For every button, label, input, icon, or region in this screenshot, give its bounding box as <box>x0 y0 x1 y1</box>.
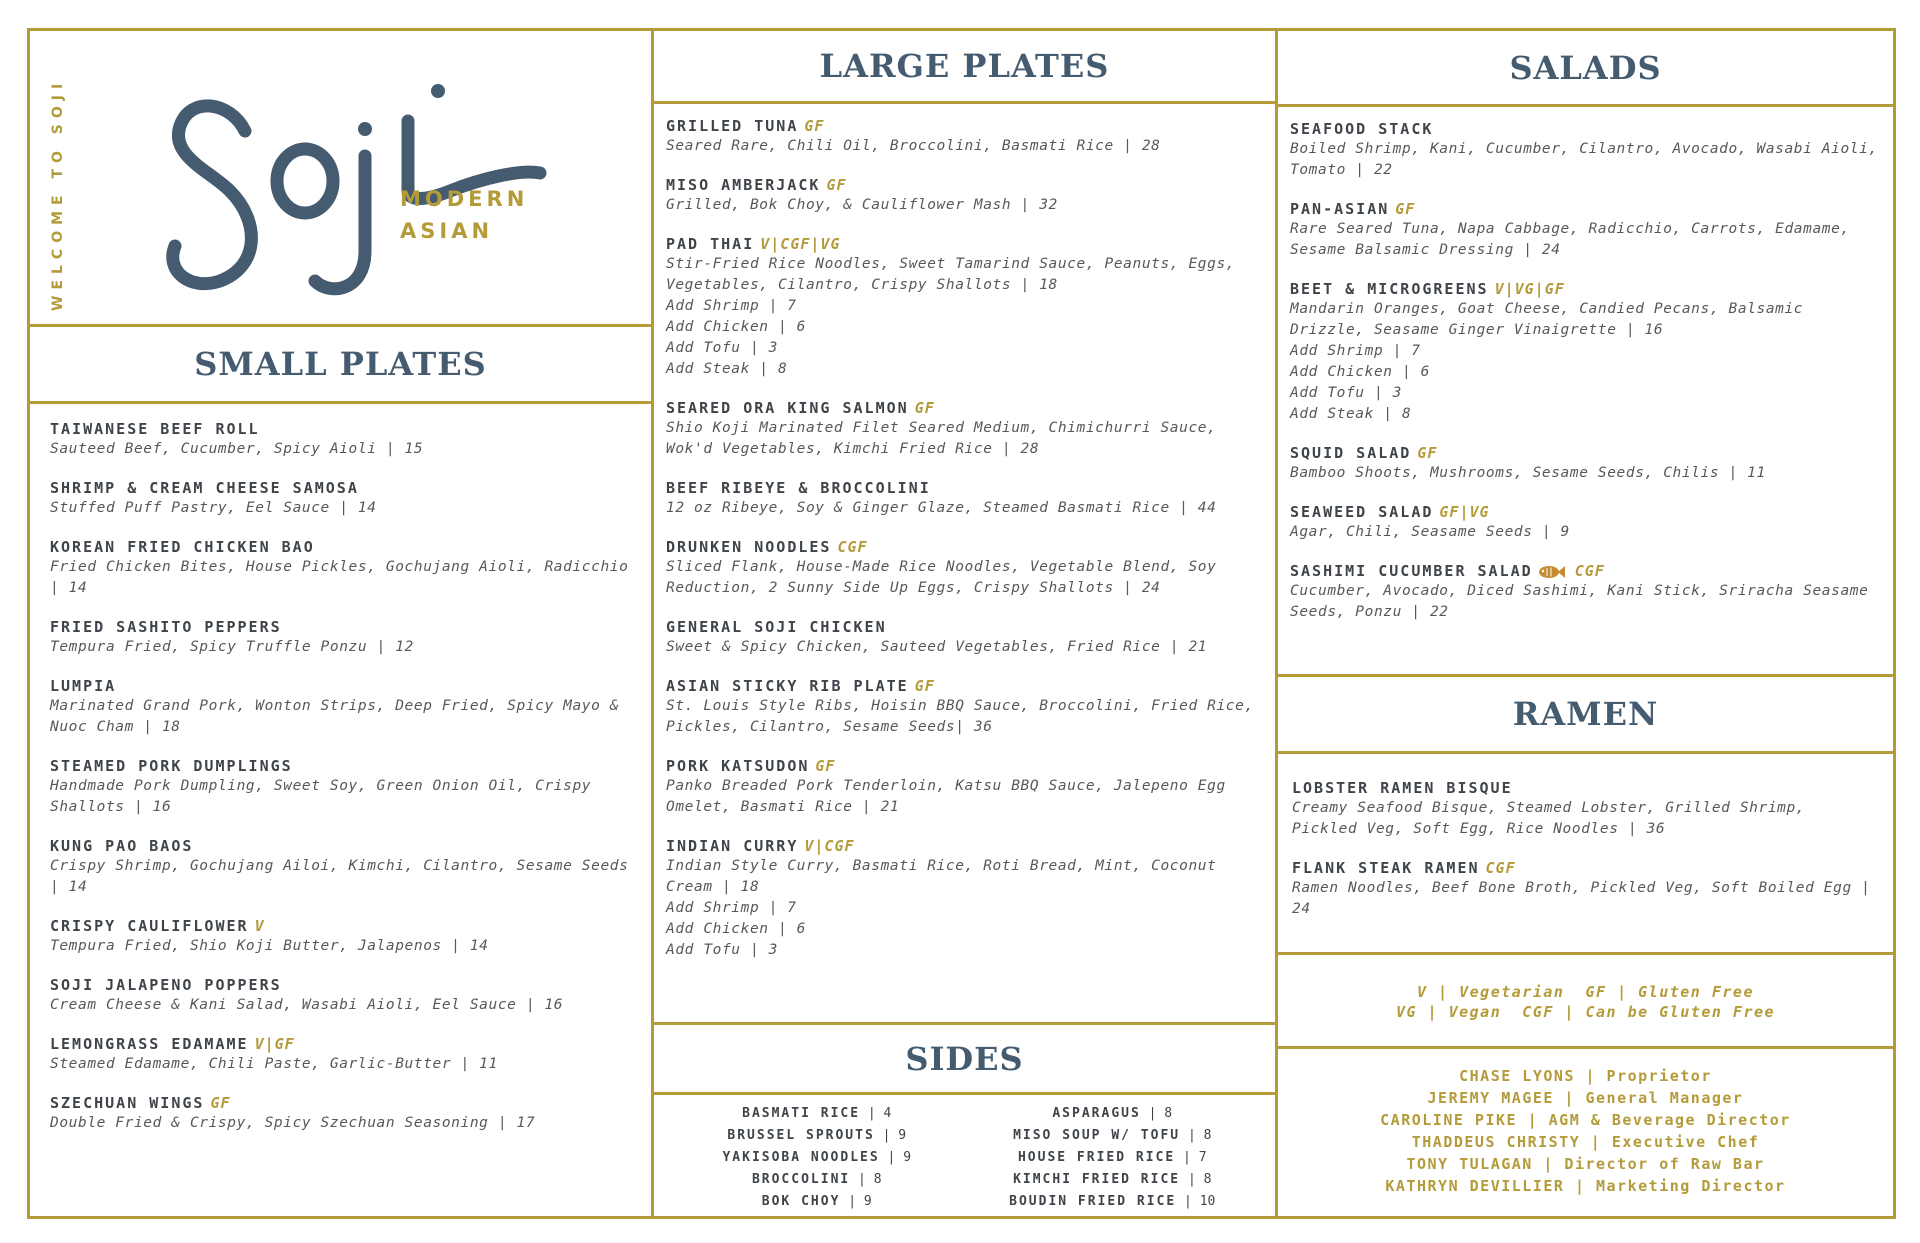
small-plate-item <box>50 1034 631 1075</box>
small-plate-item <box>50 916 631 957</box>
side-name: YAKISOBA NOODLES <box>722 1150 880 1165</box>
large-plate-item <box>666 537 1263 599</box>
side-price: 10 <box>1199 1194 1216 1209</box>
side-item <box>674 1125 960 1147</box>
item-description: Boiled Shrimp, Kani, Cucumber, Cilantro, Avocado, Wasabi Aioli, Tomato | 22 <box>1290 141 1878 178</box>
side-name: BROCCOLINI <box>751 1172 851 1187</box>
item-name <box>50 478 631 498</box>
addon-option: Add Steak | 8 <box>1290 406 1412 422</box>
side-item <box>674 1147 960 1169</box>
small-plate-item <box>50 836 631 898</box>
item-description: Crispy Shrimp, Gochujang Ailoi, Kimchi, Cilantro, Sesame Seeds | 14 <box>50 858 629 895</box>
dietary-tag: GF|VG <box>1439 503 1490 521</box>
item-description: Fried Chicken Bites, House Pickles, Gochujang Aioli, Radicchio | 14 <box>50 559 629 596</box>
item-title: LOBSTER RAMEN BISQUE <box>1292 779 1513 797</box>
small-plate-item <box>50 537 631 599</box>
item-name <box>666 116 1263 136</box>
fish-icon <box>1537 564 1565 580</box>
item-title: BEEF RIBEYE & BROCCOLINI <box>666 479 931 497</box>
staff-member: JEREMY MAGEE | General Manager <box>1427 1089 1744 1107</box>
side-name: BOUDIN FRIED RICE <box>1009 1194 1177 1209</box>
small-plate-item <box>50 419 631 460</box>
item-description: Marinated Grand Pork, Wonton Strips, Deep Fried, Spicy Mayo & Nuoc Cham | 18 <box>50 698 620 735</box>
item-description: Cream Cheese & Kani Salad, Wasabi Aioli, Eel Sauce | 16 <box>50 997 564 1013</box>
separator: | <box>879 1150 904 1165</box>
item-title: BEET & MICROGREENS <box>1290 280 1489 298</box>
separator: | <box>874 1128 899 1143</box>
ramen-header: RAMEN <box>1278 674 1893 754</box>
item-title: GRILLED TUNA <box>666 117 799 135</box>
item-name <box>50 756 631 776</box>
item-description: St. Louis Style Ribs, Hoisin BBQ Sauce, Broccolini, Fried Rice, Pickles, Cilantro, Sesame Seeds| 36 <box>666 698 1254 735</box>
sides-right-list <box>970 1103 1256 1213</box>
item-description: Creamy Seafood Bisque, Steamed Lobster, Grilled Shrimp, Pickled Veg, Soft Egg, Rice Noodles | 36 <box>1292 800 1806 837</box>
item-title: SEAFOOD STACK <box>1290 120 1434 138</box>
separator: | <box>860 1106 884 1121</box>
side-price: 4 <box>883 1106 892 1121</box>
item-title: SOJI JALAPENO POPPERS <box>50 976 282 994</box>
salad-item <box>1290 561 1881 623</box>
dietary-tag: CGF <box>1485 859 1516 877</box>
large-plates-header: LARGE PLATES <box>654 31 1275 104</box>
dietary-tag: GF <box>914 677 935 695</box>
addon-option: Add Tofu | 3 <box>666 340 778 356</box>
left-column <box>30 31 654 1216</box>
staff-member: THADDEUS CHRISTY | Executive Chef <box>1411 1133 1760 1151</box>
item-name <box>1290 561 1881 581</box>
side-price: 9 <box>903 1150 912 1165</box>
item-description: Sweet & Spicy Chicken, Sauteed Vegetables, Fried Rice | 21 <box>666 639 1208 655</box>
middle-column <box>654 31 1278 1216</box>
side-name: KIMCHI FRIED RICE <box>1013 1172 1181 1187</box>
addon-option: Add Chicken | 6 <box>666 319 806 335</box>
ramen-item <box>1292 778 1879 840</box>
small-plate-item <box>50 1093 631 1134</box>
item-name <box>50 419 631 439</box>
separator: | <box>840 1194 864 1209</box>
item-description: Sliced Flank, House-Made Rice Noodles, Vegetable Blend, Soy Reduction, 2 Sunny Side Up Eggs, Crispy Shallots | 24 <box>666 559 1217 596</box>
divider <box>1278 1046 1893 1049</box>
salad-item <box>1290 443 1881 484</box>
separator: | <box>1176 1194 1200 1209</box>
separator: | <box>850 1172 874 1187</box>
side-item <box>970 1125 1256 1147</box>
side-item <box>970 1147 1256 1169</box>
small-plate-item <box>50 617 631 658</box>
item-title: KOREAN FRIED CHICKEN BAO <box>50 538 315 556</box>
addon-option: Add Steak | 8 <box>666 361 788 377</box>
addon-option: Add Shrimp | 7 <box>666 900 797 916</box>
welcome-text: WELCOME TO SOJI <box>50 77 66 311</box>
side-price: 8 <box>1164 1106 1173 1121</box>
side-price: 8 <box>1203 1128 1212 1143</box>
right-column <box>1278 31 1893 1216</box>
staff-member: KATHRYN DEVILLIER | Marketing Director <box>1385 1177 1786 1195</box>
addon-option: Add Chicken | 6 <box>1290 364 1430 380</box>
small-plate-item <box>50 975 631 1016</box>
item-title: FLANK STEAK RAMEN <box>1292 859 1480 877</box>
item-name <box>666 617 1263 637</box>
item-name <box>50 916 631 936</box>
item-description: Rare Seared Tuna, Napa Cabbage, Radicchio, Carrots, Edamame, Sesame Balsamic Dressing | 24 <box>1290 221 1850 258</box>
dietary-tag: GF <box>1395 200 1416 218</box>
item-title: INDIAN CURRY <box>666 837 799 855</box>
item-title: PAD THAI <box>666 235 755 253</box>
item-description: Sauteed Beef, Cucumber, Spicy Aioli | 15 <box>50 441 424 457</box>
item-title: GENERAL SOJI CHICKEN <box>666 618 887 636</box>
item-name <box>666 234 1263 254</box>
divider <box>1278 952 1893 955</box>
dietary-tag: GF <box>914 399 935 417</box>
item-description: Tempura Fried, Shio Koji Butter, Jalapenos | 14 <box>50 938 489 954</box>
small-plate-item <box>50 676 631 738</box>
item-name <box>1290 279 1881 299</box>
item-description: Grilled, Bok Choy, & Cauliflower Mash | 32 <box>666 197 1058 213</box>
item-name <box>1290 199 1881 219</box>
large-plate-item <box>666 756 1263 818</box>
item-title: PORK KATSUDON <box>666 757 810 775</box>
item-title: SZECHUAN WINGS <box>50 1094 205 1112</box>
item-description: Bamboo Shoots, Mushrooms, Sesame Seeds, Chilis | 11 <box>1290 465 1766 481</box>
item-name <box>666 836 1263 856</box>
dietary-tag: GF <box>804 117 825 135</box>
large-plate-item <box>666 676 1263 738</box>
separator: | <box>1175 1150 1199 1165</box>
large-plates-list <box>654 116 1275 979</box>
staff-member: CAROLINE PIKE | AGM & Beverage Director <box>1380 1111 1791 1129</box>
dietary-tag: GF <box>826 176 847 194</box>
separator: | <box>1180 1172 1204 1187</box>
salad-item <box>1290 119 1881 181</box>
ramen-list <box>1278 778 1893 938</box>
item-name <box>50 836 631 856</box>
dietary-tag: V|GF <box>254 1035 295 1053</box>
addon-option: Add Shrimp | 7 <box>1290 343 1421 359</box>
side-item <box>674 1103 960 1125</box>
item-name <box>50 1034 631 1054</box>
dietary-tag: V|CGF|VG <box>760 235 841 253</box>
item-description: Seared Rare, Chili Oil, Broccolini, Basmati Rice | 28 <box>666 138 1161 154</box>
side-price: 7 <box>1198 1150 1207 1165</box>
item-description: Panko Breaded Pork Tenderloin, Katsu BBQ Sauce, Jalepeno Egg Omelet, Basmati Rice | 21 <box>666 778 1226 815</box>
item-description: Cucumber, Avocado, Diced Sashimi, Kani Stick, Sriracha Seasame Seeds, Ponzu | 22 <box>1290 583 1869 620</box>
item-name <box>50 676 631 696</box>
item-title: SEARED ORA KING SALMON <box>666 399 909 417</box>
large-plate-item <box>666 175 1263 216</box>
salad-item <box>1290 279 1881 425</box>
side-price: 9 <box>863 1194 872 1209</box>
item-title: SQUID SALAD <box>1290 444 1412 462</box>
item-name <box>666 537 1263 557</box>
item-title: STEAMED PORK DUMPLINGS <box>50 757 293 775</box>
side-item <box>970 1169 1256 1191</box>
item-name <box>1292 858 1879 878</box>
side-name: BRUSSEL SPROUTS <box>727 1128 875 1143</box>
separator: | <box>1140 1106 1165 1121</box>
dietary-tag: V|CGF <box>804 837 855 855</box>
large-plate-item <box>666 398 1263 460</box>
sides-header: SIDES <box>654 1022 1275 1095</box>
item-description: Stuffed Puff Pastry, Eel Sauce | 14 <box>50 500 377 516</box>
item-title: ASIAN STICKY RIB PLATE <box>666 677 909 695</box>
side-item <box>674 1169 960 1191</box>
menu-frame <box>27 28 1896 1219</box>
side-price: 8 <box>873 1172 882 1187</box>
dietary-tag: GF <box>1417 444 1438 462</box>
item-title: TAIWANESE BEEF ROLL <box>50 420 260 438</box>
side-name: BASMATI RICE <box>742 1106 861 1121</box>
item-name <box>666 478 1263 498</box>
side-price: 9 <box>898 1128 907 1143</box>
item-description: Indian Style Curry, Basmati Rice, Roti Bread, Mint, Coconut Cream | 18 <box>666 858 1217 895</box>
staff-member: CHASE LYONS | Proprietor <box>1459 1067 1712 1085</box>
side-name: MISO SOUP W/ TOFU <box>1013 1128 1181 1143</box>
dietary-tag: CGF <box>1574 562 1605 580</box>
item-title: LUMPIA <box>50 677 117 695</box>
item-title: FRIED SASHITO PEPPERS <box>50 618 282 636</box>
large-plate-item <box>666 478 1263 519</box>
large-plate-item <box>666 116 1263 157</box>
item-name <box>666 676 1263 696</box>
item-title: MISO AMBERJACK <box>666 176 821 194</box>
large-plate-item <box>666 617 1263 658</box>
item-name <box>1290 443 1881 463</box>
salad-item <box>1290 502 1881 543</box>
ramen-item <box>1292 858 1879 920</box>
item-title: PAN-ASIAN <box>1290 200 1390 218</box>
side-item <box>674 1191 960 1213</box>
salads-header: SALADS <box>1278 31 1893 107</box>
item-title: DRUNKEN NOODLES <box>666 538 832 556</box>
small-plate-item <box>50 756 631 818</box>
side-name: BOK CHOY <box>761 1194 841 1209</box>
item-name <box>666 756 1263 776</box>
item-description: Ramen Noodles, Beef Bone Broth, Pickled Veg, Soft Boiled Egg | 24 <box>1292 880 1871 917</box>
item-name <box>666 398 1263 418</box>
large-plate-item <box>666 234 1263 380</box>
dietary-tag: GF <box>210 1094 231 1112</box>
side-item <box>970 1103 1256 1125</box>
staff-list <box>1278 1065 1893 1197</box>
addon-option: Add Chicken | 6 <box>666 921 806 937</box>
soji-logo <box>150 51 550 311</box>
item-name <box>50 975 631 995</box>
item-name <box>1290 502 1881 522</box>
item-name <box>666 175 1263 195</box>
side-price: 8 <box>1203 1172 1212 1187</box>
addon-option: Add Shrimp | 7 <box>666 298 797 314</box>
item-description: Stir-Fried Rice Noodles, Sweet Tamarind Sauce, Peanuts, Eggs, Vegetables, Cilantro, Crispy Shallots | 18 <box>666 256 1236 293</box>
item-name <box>50 1093 631 1113</box>
staff-member: TONY TULAGAN | Director of Raw Bar <box>1406 1155 1765 1173</box>
item-title: KUNG PAO BAOS <box>50 837 194 855</box>
item-title: SEAWEED SALAD <box>1290 503 1434 521</box>
dietary-tag: V|VG|GF <box>1494 280 1565 298</box>
salads-list <box>1278 119 1893 641</box>
dietary-tag: GF <box>815 757 836 775</box>
side-name: ASPARAGUS <box>1052 1106 1141 1121</box>
dietary-legend: V | Vegetarian GF | Gluten Free VG | Vegan CGF | Can be Gluten Free <box>1395 983 1776 1021</box>
item-description: Shio Koji Marinated Filet Seared Medium, Chimichurri Sauce, Wok'd Vegetables, Kimchi Fried Rice | 28 <box>666 420 1217 457</box>
small-plate-item <box>50 478 631 519</box>
item-title: LEMONGRASS EDAMAME <box>50 1035 249 1053</box>
logo-area <box>30 31 651 327</box>
item-name <box>1290 119 1881 139</box>
dietary-tag: V <box>254 917 265 935</box>
sides-grid <box>674 1103 1255 1213</box>
item-title: SHRIMP & CREAM CHEESE SAMOSA <box>50 479 359 497</box>
addon-option: Add Tofu | 3 <box>666 942 778 958</box>
item-name <box>50 617 631 637</box>
addon-option: Add Tofu | 3 <box>1290 385 1402 401</box>
small-plates-list <box>30 419 651 1152</box>
item-description: Tempura Fried, Spicy Truffle Ponzu | 12 <box>50 639 414 655</box>
item-description: Steamed Edamame, Chili Paste, Garlic-Butter | 11 <box>50 1056 498 1072</box>
side-item <box>970 1191 1256 1213</box>
tagline: MODERN ASIAN <box>400 187 529 243</box>
small-plates-header: SMALL PLATES <box>30 324 651 404</box>
large-plate-item <box>666 836 1263 961</box>
salad-item <box>1290 199 1881 261</box>
sides-left-list <box>674 1103 960 1213</box>
separator: | <box>1180 1128 1204 1143</box>
item-name <box>50 537 631 557</box>
item-name <box>1292 778 1879 798</box>
dietary-tag: CGF <box>837 538 868 556</box>
item-title: SASHIMI CUCUMBER SALAD <box>1290 562 1533 580</box>
item-description: Double Fried & Crispy, Spicy Szechuan Seasoning | 17 <box>50 1115 536 1131</box>
item-description: Mandarin Oranges, Goat Cheese, Candied Pecans, Balsamic Drizzle, Seasame Ginger Vinaigrette | 16 <box>1290 301 1804 338</box>
item-title: CRISPY CAULIFLOWER <box>50 917 249 935</box>
item-description: Agar, Chili, Seasame Seeds | 9 <box>1290 524 1570 540</box>
item-description: Handmade Pork Dumpling, Sweet Soy, Green Onion Oil, Crispy Shallots | 16 <box>50 778 592 815</box>
item-description: 12 oz Ribeye, Soy & Ginger Glaze, Steamed Basmati Rice | 44 <box>666 500 1217 516</box>
side-name: HOUSE FRIED RICE <box>1017 1150 1176 1165</box>
